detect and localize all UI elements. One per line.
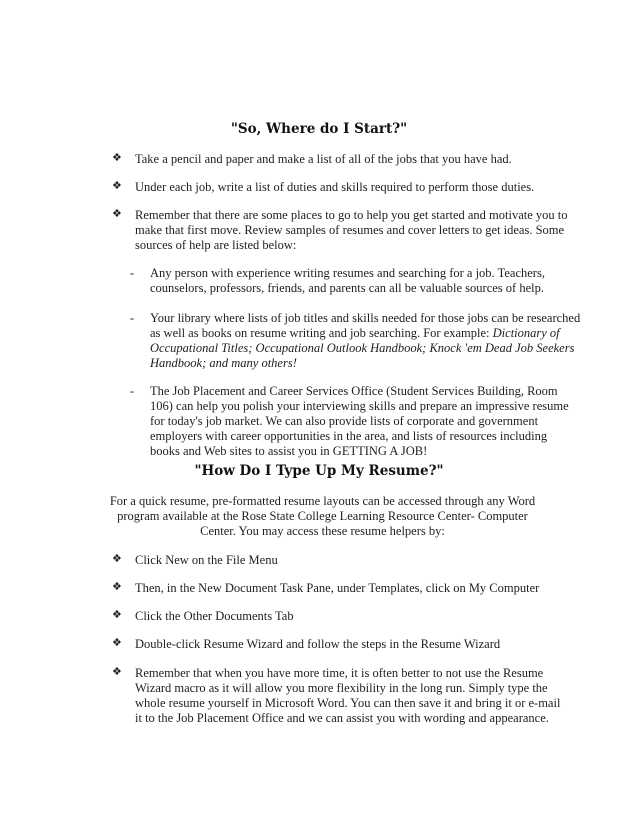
bullet-item <box>112 637 585 652</box>
sub-list-text: Any person with experience writing resumes and searching for a job. Teachers, counselors, professors, friends, and parents can all be valuable sources of help. <box>150 266 545 295</box>
diamond-bullet-icon: ❖ <box>112 208 122 220</box>
diamond-bullet-icon: ❖ <box>112 666 122 678</box>
bullet-text: Take a pencil and paper and make a list of all of the jobs that you have had. <box>135 152 512 166</box>
bullet-item <box>112 553 585 568</box>
dash-marker: - <box>130 384 135 398</box>
diamond-bullet-icon: ❖ <box>112 152 122 164</box>
intro-paragraph: For a quick resume, pre-formatted resume layouts can be accessed through any Word program available at the Rose State College Learning Resource Center- Computer Center. You may access these resume helpers by: <box>109 494 536 538</box>
bullet-item <box>112 581 585 596</box>
bullet-text: Click the Other Documents Tab <box>135 609 294 623</box>
bullet-text: Remember that there are some places to go to help you get started and motivate you to make that first move. Review samples of resumes and cover letters to get ideas. Some sources of help are listed below: <box>135 208 568 252</box>
sub-list-item <box>130 384 570 459</box>
bullet-text: Remember that when you have more time, it is often better to not use the Resume Wizard macro as it will allow you more flexibility in the long run. Simply type the whole resume yourself in Microsoft Word. You can then save it and bring it or e-mail it to the Job Placement Office and we can assist you with wording and appearance. <box>135 666 561 725</box>
diamond-bullet-icon: ❖ <box>112 553 122 565</box>
bullet-text: Double-click Resume Wizard and follow the steps in the Resume Wizard <box>135 637 501 651</box>
dash-marker: - <box>130 311 135 325</box>
diamond-bullet-icon: ❖ <box>112 609 122 621</box>
bullet-item <box>112 208 575 253</box>
bullet-text: Then, in the New Document Task Pane, under Templates, click on My Computer <box>135 581 540 595</box>
diamond-bullet-icon: ❖ <box>112 180 122 192</box>
section-title-where-start: "So, Where do I Start?" <box>230 121 408 137</box>
sub-list-item <box>130 311 590 371</box>
bullet-item <box>112 609 585 624</box>
sub-list-italic-text: Dictionary of Occupational Titles; Occupational Outlook Handbook; Knock 'em Dead Job Seekers Handbook; and many others! <box>150 326 575 370</box>
sub-list-text: The Job Placement and Career Services Office (Student Services Building, Room 106) can help you polish your interviewing skills and prepare an impressive resume for today's job market. We can also provide lists of corporate and government employers with career opportunities in the area, and lists of resources including books and Web sites to assist you in GETTING A JOB! <box>150 384 569 458</box>
bullet-text: Under each job, write a list of duties and skills required to perform those duties. <box>135 180 535 194</box>
bullet-text: Click New on the File Menu <box>135 553 278 567</box>
bullet-item <box>112 666 565 726</box>
diamond-bullet-icon: ❖ <box>112 581 122 593</box>
dash-marker: - <box>130 266 135 280</box>
sub-list-text: Your library where lists of job titles and skills needed for those jobs can be researched as well as books on resume writing and job searching. For example: <box>150 311 581 340</box>
section-title-type-resume: "How Do I Type Up My Resume?" <box>194 463 444 479</box>
diamond-bullet-icon: ❖ <box>112 637 122 649</box>
bullet-item <box>112 180 585 195</box>
bullet-item <box>112 152 585 167</box>
sub-list-item <box>130 266 590 296</box>
